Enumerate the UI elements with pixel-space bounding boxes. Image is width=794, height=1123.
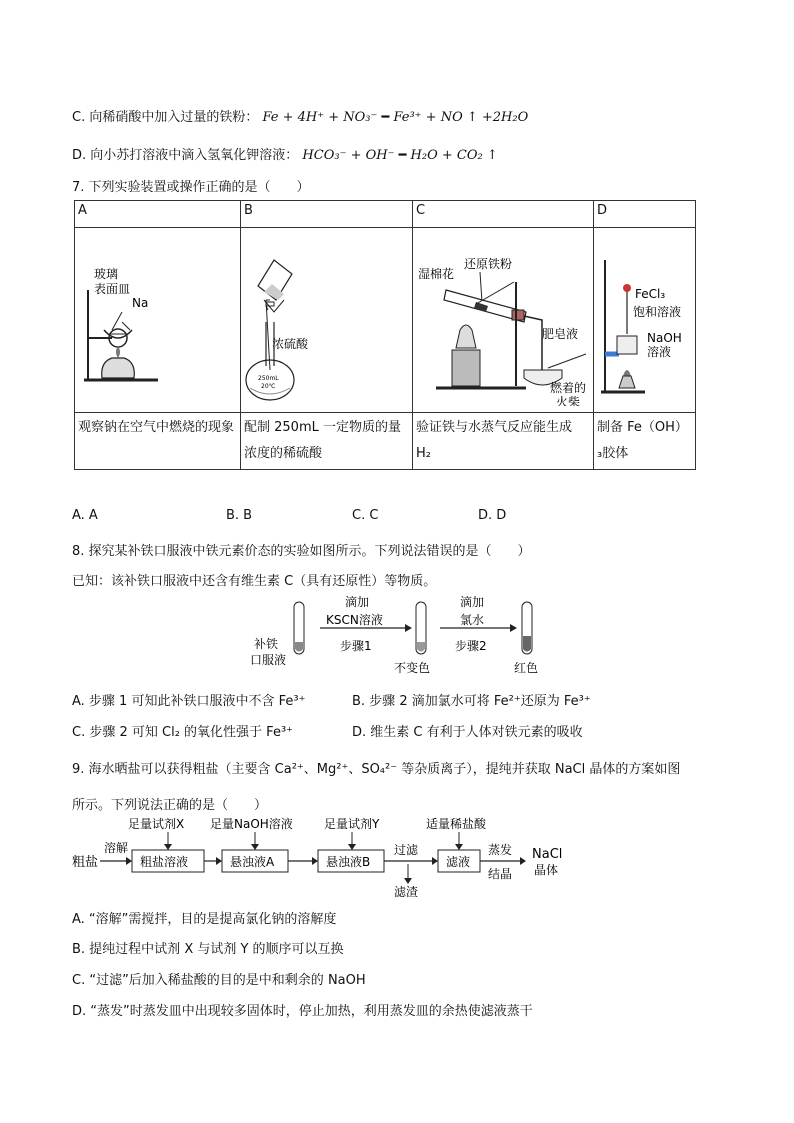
q8-reagent-1: KSCN溶液 xyxy=(326,613,383,627)
q6-option-d-text: D. 向小苏打溶液中滴入氢氧化钾溶液： xyxy=(72,148,299,163)
b-flask-volume: 250mL xyxy=(258,375,279,382)
q9-reagent-naoh: 足量NaOH溶液 xyxy=(210,817,293,831)
q9-end-nacl: NaCl xyxy=(532,847,563,862)
q9-reagent-x: 足量试剂X xyxy=(128,817,185,831)
q8-sample-label-1: 补铁 xyxy=(254,637,279,651)
c-iron-label: 还原铁粉 xyxy=(464,257,513,271)
q9-dissolve: 溶解 xyxy=(104,841,129,855)
q7-caption-d: 制备 Fe（OH）₃胶体 xyxy=(594,413,696,470)
c-cotton-label: 湿棉花 xyxy=(418,267,455,281)
q8-result-1: 不变色 xyxy=(394,661,431,675)
a-glass-label: 玻璃 xyxy=(94,267,119,281)
q9-box-2: 悬浊液A xyxy=(230,855,275,869)
q6-option-c-text: C. 向稀硝酸中加入过量的铁粉： xyxy=(72,110,259,125)
q7-option-b: B. B xyxy=(226,508,253,523)
q7-header-c: C xyxy=(413,201,594,228)
q6-option-d-equation: HCO₃⁻ + OH⁻ ━ H₂O + CO₂ ↑ xyxy=(302,148,498,163)
q7-figure-a xyxy=(75,228,241,413)
b-acid-label: 浓硫酸 xyxy=(272,337,309,351)
q9-box-3: 悬浊液B xyxy=(326,855,371,869)
q9-evaporate: 蒸发 xyxy=(488,843,513,857)
q9-flowchart xyxy=(72,812,592,898)
q8-option-d: D. 维生素 C 有利于人体对铁元素的吸收 xyxy=(352,725,583,740)
q7-caption-a: 观察钠在空气中燃烧的现象 xyxy=(75,413,241,470)
c-soap-label: 肥皂液 xyxy=(542,327,579,341)
q7-header-a: A xyxy=(75,201,241,228)
q8-stem: 8. 探究某补铁口服液中铁元素价态的实验如图所示。下列说法错误的是（ ） xyxy=(72,544,531,559)
q8-add-label-1: 滴加 xyxy=(345,595,370,609)
q6-option-d xyxy=(72,144,498,163)
d-saturated-label: 饱和溶液 xyxy=(633,305,682,319)
q9-option-d: D. “蒸发”时蒸发皿中出现较多固体时，停止加热，利用蒸发皿的余热使滤液蒸干 xyxy=(72,1004,533,1019)
q7-header-d: D xyxy=(594,201,696,228)
c-match-label-1: 燃着的 xyxy=(550,381,587,395)
q9-start: 粗盐 xyxy=(72,855,99,870)
q9-crystallize: 结晶 xyxy=(488,867,513,881)
q8-reagent-2: 氯水 xyxy=(460,613,485,627)
q9-box-4: 滤液 xyxy=(446,855,471,869)
q7-stem: 7. 下列实验装置或操作正确的是（ ） xyxy=(72,180,310,195)
q9-residue: 滤渣 xyxy=(394,885,419,898)
q7-option-c: C. C xyxy=(352,508,379,523)
q7-figure-d xyxy=(594,228,696,413)
q8-step-1: 步骤1 xyxy=(340,639,372,653)
q9-option-b: B. 提纯过程中试剂 X 与试剂 Y 的顺序可以互换 xyxy=(72,942,344,957)
q8-diagram xyxy=(250,592,560,680)
q7-caption-b: 配制 250mL 一定物质的量浓度的稀硫酸 xyxy=(241,413,413,470)
d-solution-label: 溶液 xyxy=(647,345,672,359)
q8-step-2: 步骤2 xyxy=(455,639,487,653)
d-naoh-label: NaOH xyxy=(647,331,682,345)
q7-option-a: A. A xyxy=(72,508,98,523)
c-match-label-2: 火柴 xyxy=(556,395,581,406)
burning-sodium-apparatus xyxy=(78,230,242,406)
d-fecl3-label: FeCl₃ xyxy=(635,287,666,301)
q8-sample-label-2: 口服液 xyxy=(250,653,287,667)
iron-steam-apparatus xyxy=(416,230,595,406)
q7-caption-c: 验证铁与水蒸气反应能生成 H₂ xyxy=(413,413,594,470)
q9-option-a: A. “溶解”需搅拌，目的是提高氯化钠的溶解度 xyxy=(72,912,337,927)
a-na-label: Na xyxy=(132,296,149,310)
q7-figure-b xyxy=(241,228,413,413)
a-dish-label: 表面皿 xyxy=(94,282,131,296)
q9-option-c: C. “过滤”后加入稀盐酸的目的是中和剩余的 NaOH xyxy=(72,973,366,988)
q8-result-2: 红色 xyxy=(514,661,539,675)
volumetric-flask-apparatus xyxy=(244,230,414,406)
q9-stem-line-2: 所示。下列说法正确的是（ ） xyxy=(72,798,268,813)
b-flask-temperature: 20℃ xyxy=(261,383,276,390)
q8-add-label-2: 滴加 xyxy=(460,595,485,609)
q6-option-c xyxy=(72,106,528,125)
q9-end-crystal: 晶体 xyxy=(534,863,559,877)
q8-option-c: C. 步骤 2 可知 Cl₂ 的氧化性强于 Fe³⁺ xyxy=(72,725,294,740)
q7-option-d: D. D xyxy=(478,508,507,523)
q7-table xyxy=(74,200,696,470)
q8-known-info: 已知：该补铁口服液中还含有维生素 C（具有还原性）等物质。 xyxy=(72,574,437,589)
q8-option-b: B. 步骤 2 滴加氯水可将 Fe²⁺还原为 Fe³⁺ xyxy=(352,694,591,709)
q9-filter: 过滤 xyxy=(394,843,419,857)
q6-option-c-equation: Fe + 4H⁺ + NO₃⁻ ━ Fe³⁺ + NO ↑ +2H₂O xyxy=(262,110,529,125)
q9-hcl: 适量稀盐酸 xyxy=(426,817,487,831)
q7-figure-c xyxy=(413,228,594,413)
q9-stem-line-1: 9. 海水晒盐可以获得粗盐（主要含 Ca²⁺、Mg²⁺、SO₄²⁻ 等杂质离子），提纯并获取 NaCl 晶体的方案如图 xyxy=(72,762,681,777)
q8-option-a: A. 步骤 1 可知此补铁口服液中不含 Fe³⁺ xyxy=(72,694,306,709)
q9-reagent-y: 足量试剂Y xyxy=(324,817,380,831)
colloid-preparation-apparatus xyxy=(597,230,697,406)
q9-box-1: 粗盐溶液 xyxy=(140,855,189,869)
q7-header-b: B xyxy=(241,201,413,228)
